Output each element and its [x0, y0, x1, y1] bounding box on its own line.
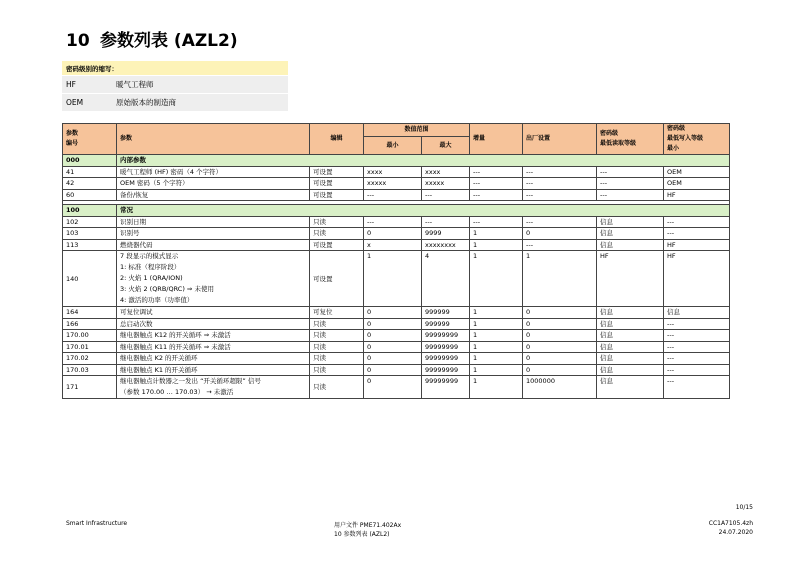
step: 1	[470, 330, 523, 342]
step: ---	[470, 216, 523, 228]
read-level: 信息	[597, 318, 664, 330]
write-level: ---	[664, 330, 730, 342]
param-line: 继电器触点计数器之一发出 “开关循环超限” 信号	[120, 377, 261, 385]
header-param: 参数	[117, 124, 310, 155]
edit-mode: 只读	[310, 364, 364, 376]
write-level: ---	[664, 364, 730, 376]
param-name: 可复位调试	[117, 307, 310, 319]
max-value: 99999999	[422, 353, 470, 365]
param-name: 备份/恢复	[117, 189, 310, 201]
header-edit: 编辑	[310, 124, 364, 155]
min-value: x	[364, 239, 422, 251]
max-value: ---	[422, 189, 470, 201]
max-value: xxxxx	[422, 178, 470, 190]
read-level: 信息	[597, 307, 664, 319]
legend-key: HF	[62, 76, 112, 94]
write-level: HF	[664, 251, 730, 307]
param-no: 166	[63, 318, 117, 330]
param-no: 170.00	[63, 330, 117, 342]
chapter-number: 10	[66, 31, 90, 51]
page-title	[66, 26, 238, 51]
edit-mode: 可设置	[310, 178, 364, 190]
min-value: 0	[364, 341, 422, 353]
table-row	[63, 166, 730, 178]
footer-doc-id: CC1A7105.4zh	[708, 520, 753, 527]
param-line: （参数 170.00 … 170.03） → 未激活	[120, 388, 234, 396]
step: ---	[470, 178, 523, 190]
step: ---	[470, 166, 523, 178]
chapter-title: 参数列表 (AZL2)	[100, 31, 238, 51]
edit-mode: 可设置	[310, 239, 364, 251]
read-level: 信息	[597, 330, 664, 342]
table-row	[63, 251, 730, 307]
read-level: 信息	[597, 353, 664, 365]
table-row	[63, 216, 730, 228]
table-row	[63, 228, 730, 240]
param-line: 2: 火焰 1 (QRA/ION)	[120, 274, 183, 282]
factory-setting: 0	[523, 228, 597, 240]
table-row	[63, 318, 730, 330]
footer-chapter: 10 参数列表 (AZL2)	[334, 531, 390, 538]
param-no: 170.02	[63, 353, 117, 365]
max-value: 9999	[422, 228, 470, 240]
factory-setting: ---	[523, 178, 597, 190]
factory-setting: 1000000	[523, 376, 597, 399]
min-value: 0	[364, 364, 422, 376]
step: 1	[470, 239, 523, 251]
min-value: 0	[364, 330, 422, 342]
legend-key: OEM	[62, 94, 112, 112]
section-code: 000	[63, 155, 117, 167]
step: 1	[470, 364, 523, 376]
read-level: 信息	[597, 228, 664, 240]
step: 1	[470, 353, 523, 365]
max-value: 999999	[422, 307, 470, 319]
write-level: ---	[664, 228, 730, 240]
edit-mode: 可复位	[310, 307, 364, 319]
param-no: 102	[63, 216, 117, 228]
min-value: ---	[364, 189, 422, 201]
write-level: 信息	[664, 307, 730, 319]
min-value: 0	[364, 307, 422, 319]
parameter-table	[62, 123, 730, 399]
param-no: 41	[63, 166, 117, 178]
factory-setting: ---	[523, 189, 597, 201]
param-name	[117, 376, 310, 399]
min-value: xxxxx	[364, 178, 422, 190]
write-level: HF	[664, 239, 730, 251]
factory-setting: ---	[523, 216, 597, 228]
edit-mode: 可设置	[310, 166, 364, 178]
param-name: 识别号	[117, 228, 310, 240]
factory-setting: 0	[523, 341, 597, 353]
table-row	[63, 376, 730, 399]
min-value: 0	[364, 376, 422, 399]
step: 1	[470, 228, 523, 240]
table-row	[63, 353, 730, 365]
legend-value: 原始版本的制造商	[112, 94, 288, 112]
param-no: 164	[63, 307, 117, 319]
factory-setting: 0	[523, 330, 597, 342]
edit-mode: 只读	[310, 228, 364, 240]
edit-mode: 只读	[310, 216, 364, 228]
param-no: 60	[63, 189, 117, 201]
legend-header: 密码级别的缩写：	[62, 61, 288, 76]
section-code: 100	[63, 205, 117, 217]
read-level: 信息	[597, 364, 664, 376]
min-value: 0	[364, 318, 422, 330]
factory-setting: 0	[523, 364, 597, 376]
section-name: 内部参数	[117, 155, 730, 167]
edit-mode: 可设置	[310, 251, 364, 307]
min-value: 0	[364, 353, 422, 365]
max-value: 99999999	[422, 376, 470, 399]
section-name: 常况	[117, 205, 730, 217]
param-name: 继电器触点 K2 的开关循环	[117, 353, 310, 365]
legend-row	[62, 76, 288, 94]
header-range: 数值范围	[364, 124, 470, 137]
max-value: 999999	[422, 318, 470, 330]
password-level-legend	[62, 61, 288, 112]
step: 1	[470, 376, 523, 399]
min-value: 0	[364, 228, 422, 240]
param-line: 7 段显示的模式显示	[120, 252, 179, 260]
max-value: 99999999	[422, 341, 470, 353]
max-value: 4	[422, 251, 470, 307]
min-value: ---	[364, 216, 422, 228]
max-value: xxxxxxxx	[422, 239, 470, 251]
param-no: 170.03	[63, 364, 117, 376]
param-no: 171	[63, 376, 117, 399]
max-value: xxxx	[422, 166, 470, 178]
footer-date: 24.07.2020	[718, 529, 753, 536]
param-no: 140	[63, 251, 117, 307]
table-row	[63, 189, 730, 201]
factory-setting: 0	[523, 307, 597, 319]
read-level: 信息	[597, 341, 664, 353]
max-value: 99999999	[422, 364, 470, 376]
param-name: 暖气工程师 (HF) 密码（4 个字符）	[117, 166, 310, 178]
read-level: HF	[597, 251, 664, 307]
write-level: OEM	[664, 166, 730, 178]
max-value: 99999999	[422, 330, 470, 342]
step: 1	[470, 251, 523, 307]
legend-value: 暖气工程师	[112, 76, 288, 94]
edit-mode: 只读	[310, 341, 364, 353]
param-name: 总启动次数	[117, 318, 310, 330]
param-line: 3: 火焰 2 (QRB/QRC) ⇒ 未使用	[120, 285, 214, 293]
write-level: OEM	[664, 178, 730, 190]
edit-mode: 只读	[310, 376, 364, 399]
write-level: ---	[664, 376, 730, 399]
write-level: ---	[664, 341, 730, 353]
header-write-level: 密码级 最低写入等级 最小	[664, 124, 730, 155]
param-name: OEM 密码（5 个字符）	[117, 178, 310, 190]
write-level: ---	[664, 216, 730, 228]
step: 1	[470, 307, 523, 319]
read-level: 信息	[597, 376, 664, 399]
read-level: 信息	[597, 216, 664, 228]
section-row	[63, 205, 730, 217]
write-level: HF	[664, 189, 730, 201]
step: 1	[470, 341, 523, 353]
read-level: ---	[597, 189, 664, 201]
read-level: 信息	[597, 239, 664, 251]
footer-left: Smart Infrastructure	[66, 520, 128, 527]
header-param-no: 参数 编号	[63, 124, 117, 155]
table-row	[63, 239, 730, 251]
param-line: 1: 标准（程序阶段）	[120, 263, 181, 271]
param-no: 103	[63, 228, 117, 240]
step: ---	[470, 189, 523, 201]
read-level: ---	[597, 178, 664, 190]
table-row	[63, 178, 730, 190]
param-no: 170.01	[63, 341, 117, 353]
footer-doc: 用户文件 PME71.402Ax	[334, 522, 402, 529]
param-no: 42	[63, 178, 117, 190]
table-row	[63, 307, 730, 319]
edit-mode: 只读	[310, 318, 364, 330]
param-line: 4: 激活的功率（功率值）	[120, 296, 194, 304]
factory-setting: ---	[523, 239, 597, 251]
write-level: ---	[664, 353, 730, 365]
param-name: 继电器触点 K11 的开关循环 ⇒ 未激活	[117, 341, 310, 353]
param-name: 识别日期	[117, 216, 310, 228]
param-name	[117, 251, 310, 307]
header-step: 增量	[470, 124, 523, 155]
table-row	[63, 364, 730, 376]
header-max: 最大	[422, 137, 470, 155]
header-min: 最小	[364, 137, 422, 155]
section-row	[63, 155, 730, 167]
write-level: ---	[664, 318, 730, 330]
min-value: xxxx	[364, 166, 422, 178]
table-row	[63, 341, 730, 353]
table-row	[63, 330, 730, 342]
edit-mode: 只读	[310, 330, 364, 342]
factory-setting: 1	[523, 251, 597, 307]
min-value: 1	[364, 251, 422, 307]
edit-mode: 可设置	[310, 189, 364, 201]
factory-setting: 0	[523, 318, 597, 330]
factory-setting: 0	[523, 353, 597, 365]
header-factory: 出厂设置	[523, 124, 597, 155]
step: 1	[470, 318, 523, 330]
max-value: ---	[422, 216, 470, 228]
param-name: 继电器触点 K1 的开关循环	[117, 364, 310, 376]
read-level: ---	[597, 166, 664, 178]
legend-row	[62, 94, 288, 112]
factory-setting: ---	[523, 166, 597, 178]
param-no: 113	[63, 239, 117, 251]
header-read-level: 密码级 最低读取等级	[597, 124, 664, 155]
param-name: 继电器触点 K12 的开关循环 ⇒ 未激活	[117, 330, 310, 342]
edit-mode: 只读	[310, 353, 364, 365]
param-name: 燃烧器代码	[117, 239, 310, 251]
page-number: 10/15	[735, 504, 753, 511]
